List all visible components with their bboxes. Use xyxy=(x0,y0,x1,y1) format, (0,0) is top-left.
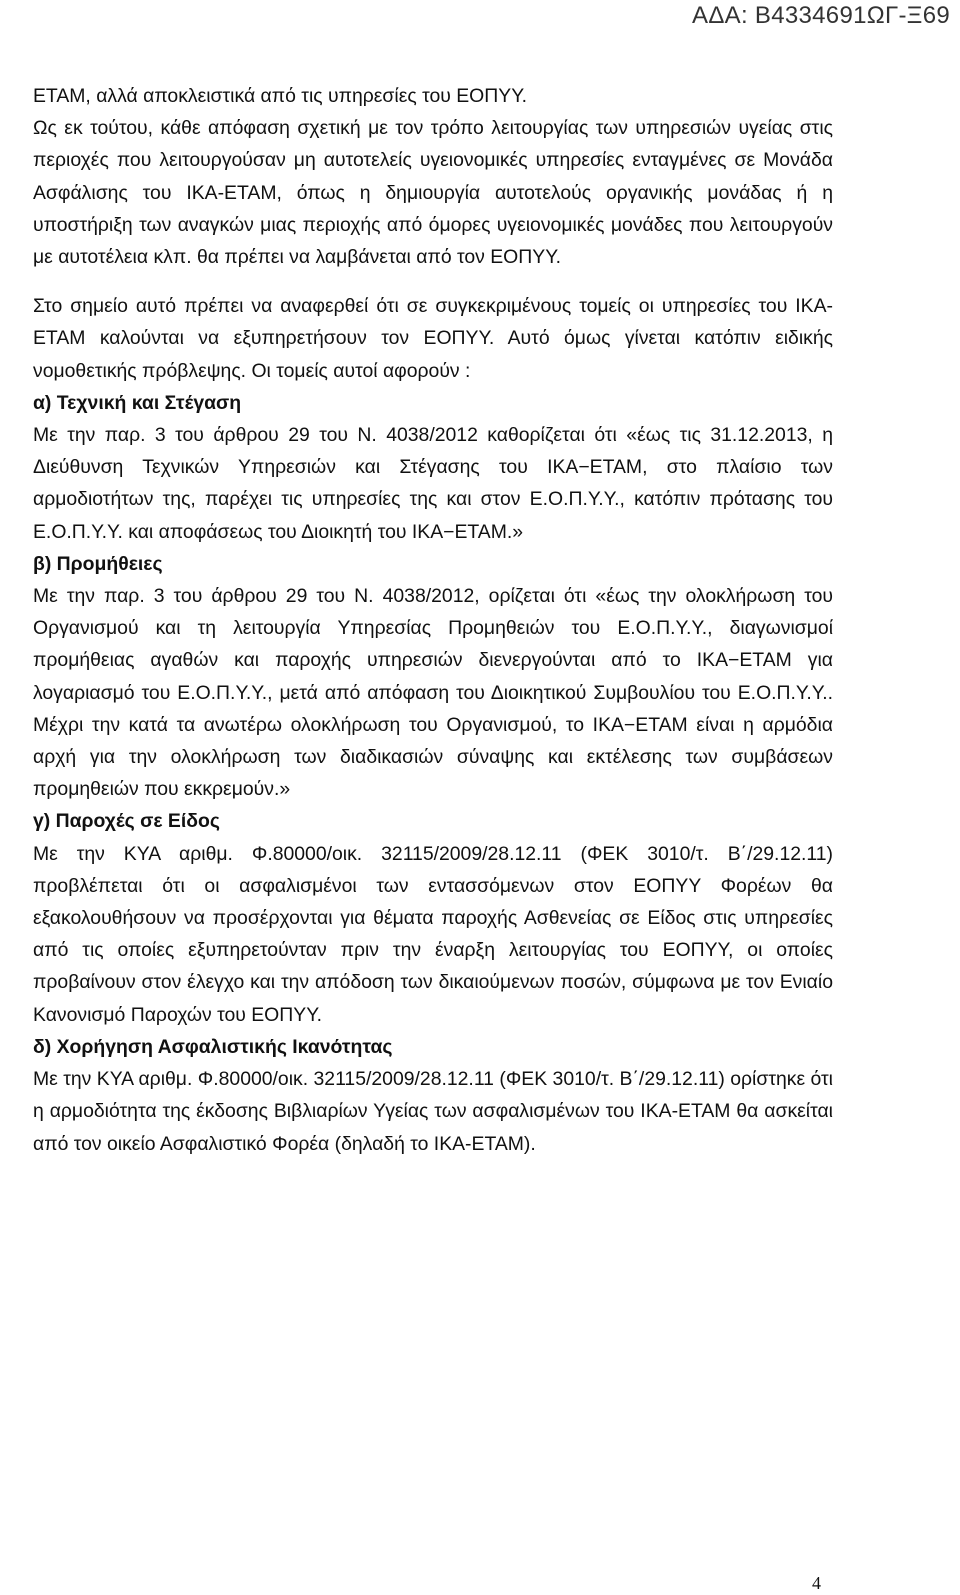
document-body xyxy=(33,80,833,1160)
section-text-technical: Με την παρ. 3 του άρθρου 29 του Ν. 4038/2012 καθορίζεται ότι «έως τις 31.12.2013, η Διεύθυνση Τεχνικών Υπηρεσιών και Στέγασης του ΙΚΑ−ΕΤΑΜ, στο πλαίσιο των αρμοδιοτήτων της, παρέχει τις υπηρεσίες της και στον Ε.Ο.Π.Υ.Υ., κατόπιν πρότασης του Ε.Ο.Π.Υ.Υ. και αποφάσεως του Διοικητή του ΙΚΑ−ΕΤΑΜ.» xyxy=(33,424,833,543)
section-text-insurance-capacity: Με την ΚΥΑ αριθμ. Φ.80000/οικ. 32115/2009/28.12.11 (ΦΕΚ 3010/τ. Β΄/29.12.11) ορίστηκε ότι η αρμοδιότητα της έκδοσης Βιβλιαρίων Υγείας των ασφαλισμένων του ΙΚΑ-ΕΤΑΜ θα ασκείται από τον οικείο Ασφαλιστικό Φορέα (δηλαδή το ΙΚΑ-ΕΤΑΜ). xyxy=(33,1068,833,1155)
paragraph-sectors: Στο σημείο αυτό πρέπει να αναφερθεί ότι σε συγκεκριμένους τομείς οι υπηρεσίες του ΙΚΑ-ΕΤΑΜ καλούνται να εξυπηρετήσουν τον ΕΟΠΥΥ. Αυτό όμως γίνεται κατόπιν ειδικής νομοθετικής πρόβλεψης. Οι τομείς αυτοί αφορούν : xyxy=(33,295,833,382)
section-text-benefits-in-kind: Με την ΚΥΑ αριθμ. Φ.80000/οικ. 32115/2009/28.12.11 (ΦΕΚ 3010/τ. Β΄/29.12.11) προβλέπεται ότι οι ασφαλισμένοι των εντασσόμενων στον ΕΟΠΥΥ Φορέων θα εξακολουθήσουν να προσέρχονται για θέματα παροχής Ασθενείας σε Είδος στις υπηρεσίες από τις οποίες εξυπηρετούνταν πριν την έναρξη λειτουργίας του ΕΟΠΥΥ, οι οποίες προβαίνουν στον έλεγχο και την απόδοση των δικαιούμενων ποσών, σύμφωνα με τον Ενιαίο Κανονισμό Παροχών του ΕΟΠΥΥ. xyxy=(33,842,833,1026)
section-heading-insurance-capacity: δ) Χορήγηση Ασφαλιστικής Ικανότητας xyxy=(33,1035,393,1058)
page-number: 4 xyxy=(812,1573,821,1593)
section-heading-technical: α) Τεχνική και Στέγαση xyxy=(33,391,242,414)
paragraph-intro: ΕΤΑΜ, αλλά αποκλειστικά από τις υπηρεσίες του ΕΟΠΥΥ. xyxy=(33,85,528,107)
section-heading-benefits-in-kind: γ) Παροχές σε Είδος xyxy=(33,810,220,833)
ada-code: ΑΔΑ: Β4334691ΩΓ-Ξ69 xyxy=(692,2,950,29)
paragraph-decision: Ως εκ τούτου, κάθε απόφαση σχετική με τον τρόπο λειτουργίας των υπηρεσιών υγείας στις περιοχές που λειτουργούσαν μη αυτοτελείς υγειονομικές υπηρεσίες ενταγμένες σε Μονάδα Ασφάλισης του ΙΚΑ-ΕΤΑΜ, όπως η δημιουργία αυτοτελούς οργανικής μονάδας ή η υποστήριξη των αναγκών μιας περιοχής από όμορες υγειονομικές μονάδες που λειτουργούν με αυτοτέλεια κλπ. θα πρέπει να λαμβάνεται από τον ΕΟΠΥΥ. xyxy=(33,117,833,269)
section-text-procurement: Με την παρ. 3 του άρθρου 29 του Ν. 4038/2012, ορίζεται ότι «έως την ολοκλήρωση του Οργανισμού και τη λειτουργία Υπηρεσίας Προμηθειών του Ε.Ο.Π.Υ.Υ., διαγωνισμοί προμήθειας αγαθών και παροχής υπηρεσιών διενεργούνται από το ΙΚΑ−ΕΤΑΜ για λογαριασμό του Ε.Ο.Π.Υ.Υ., μετά από απόφαση του Διοικητικού Συμβουλίου του Ε.Ο.Π.Υ.Υ.. Μέχρι την κατά τα ανωτέρω ολοκλήρωση του Οργανισμού, το ΙΚΑ−ΕΤΑΜ είναι η αρμόδια αρχή για την ολοκλήρωση των διαδικασιών σύναψης και εκτέλεσης των συμβάσεων προμηθειών που εκκρεμούν.» xyxy=(33,585,833,801)
section-heading-procurement: β) Προμήθειες xyxy=(33,552,163,575)
